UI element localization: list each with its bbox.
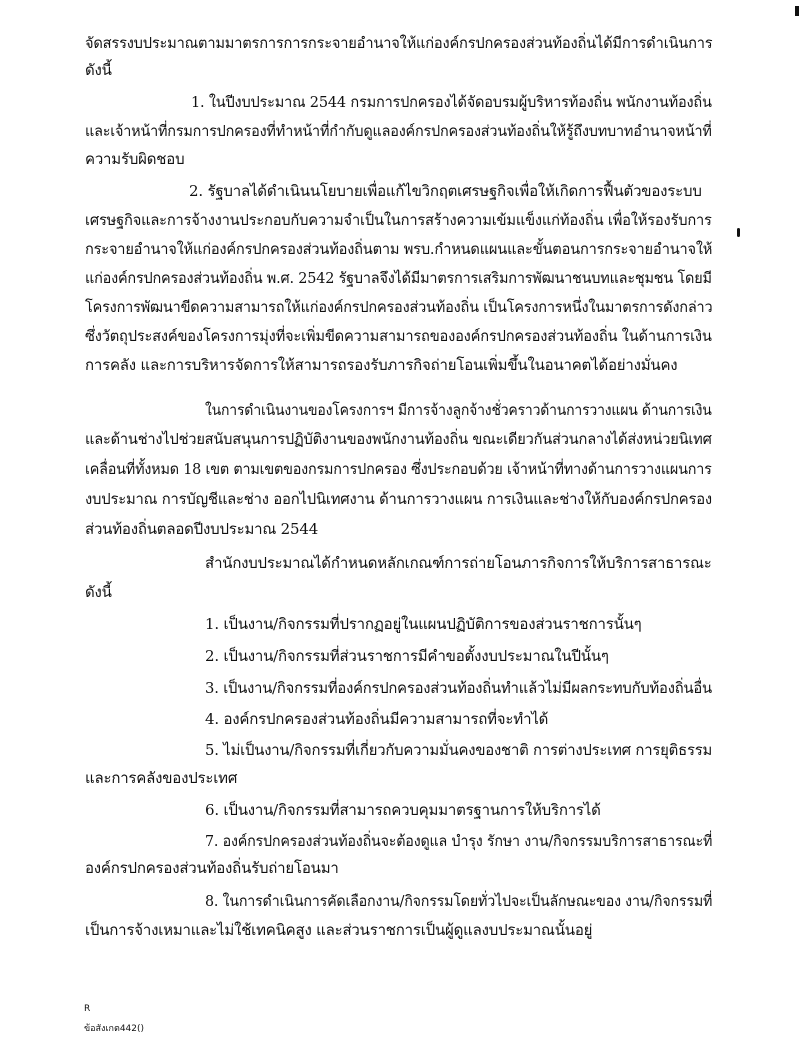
scan-mark: [795, 6, 799, 16]
text-line: เคลื่อนที่ทั้งหมด 18 เขต ตามเขตของกรมการปกครอง ซึ่งประกอบด้วย เจ้าหน้าที่ทางด้านการวางแผนการ: [85, 460, 712, 478]
list-item: องค์กรปกครองส่วนท้องถิ่นรับถ่ายโอนมา: [85, 859, 339, 877]
text-line: สำนักงบประมาณได้กำหนดหลักเกณฑ์การถ่ายโอนภารกิจการให้บริการสาธารณะ: [205, 554, 712, 572]
text-line: ดังนี้: [85, 583, 112, 601]
text-line: ดังนี้: [85, 61, 112, 79]
text-line: 2. รัฐบาลได้ดำเนินนโยบายเพื่อแก้ไขวิกฤตเศรษฐกิจเพื่อให้เกิดการฟื้นตัวของระบบ: [189, 182, 702, 200]
list-item: 4. องค์กรปกครองส่วนท้องถิ่นมีความสามารถที่จะทำได้: [205, 710, 549, 728]
text-line: แก่องค์กรปกครองส่วนท้องถิ่น พ.ศ. 2542 รัฐบาลจึงได้มีมาตรการเสริมการพัฒนาชนบทและชุมชน โดยมี: [85, 269, 712, 287]
text-line: ซึ่งวัตถุประสงค์ของโครงการมุ่งที่จะเพิ่มขีดความสามารถขององค์กรปกครองส่วนท้องถิ่น ในด้านการเงิน: [85, 327, 712, 345]
text-line: เศรษฐกิจและการจ้างงานประกอบกับความจำเป็นในการสร้างความเข้มแข็งแก่ท้องถิ่น เพื่อให้รองรับการ: [85, 211, 712, 229]
list-item: 2. เป็นงาน/กิจกรรมที่ส่วนราชการมีคำขอตั้งงบประมาณในปีนั้นๆ: [205, 647, 609, 665]
list-item: 8. ในการดำเนินการคัดเลือกงาน/กิจกรรมโดยทั่วไปจะเป็นลักษณะของ งาน/กิจกรรมที่: [205, 892, 713, 910]
list-item: 6. เป็นงาน/กิจกรรมที่สามารถควบคุมมาตรฐานการให้บริการได้: [205, 801, 601, 819]
text-line: โครงการพัฒนาขีดความสามารถให้แก่องค์กรปกครองส่วนท้องถิ่น เป็นโครงการหนึ่งในมาตรการดังกล่าว: [85, 298, 713, 316]
list-item: 1. เป็นงาน/กิจกรรมที่ปรากฏอยู่ในแผนปฏิบัติการของส่วนราชการนั้นๆ: [205, 615, 642, 633]
text-line: และด้านช่างไปช่วยสนับสนุนการปฏิบัติงานของพนักงานท้องถิ่น ขณะเดียวกันส่วนกลางได้ส่งหน่วยนิเทศ: [85, 430, 712, 448]
list-item: เป็นการจ้างเหมาและไม่ใช้เทคนิคสูง และส่วนราชการเป็นผู้ดูแลงบประมาณนั้นอยู่: [85, 921, 593, 939]
list-item: และการคลังของประเทศ: [85, 769, 238, 787]
list-item: 5. ไม่เป็นงาน/กิจกรรมที่เกี่ยวกับความมั่นคงของชาติ การต่างประเทศ การยุติธรรม: [205, 741, 713, 759]
list-item: 7. องค์กรปกครองส่วนท้องถิ่นจะต้องดูแล บำรุง รักษา งาน/กิจกรรมบริการสาธารณะที่: [205, 832, 713, 850]
text-line: กระจายอำนาจให้แก่องค์กรปกครองส่วนท้องถิ่นตาม พรบ.กำหนดแผนและขั้นตอนการกระจายอำนาจให้: [85, 240, 713, 258]
text-line: ความรับผิดชอบ: [85, 150, 185, 168]
scan-mark: [737, 228, 740, 237]
list-item: 3. เป็นงาน/กิจกรรมที่องค์กรปกครองส่วนท้องถิ่นทำแล้วไม่มีผลกระทบกับท้องถิ่นอื่น: [205, 679, 712, 697]
text-line: การคลัง และการบริหารจัดการให้สามารถรองรับภารกิจถ่ายโอนเพิ่มขึ้นในอนาคตได้อย่างมั่นคง: [85, 356, 678, 374]
text-line: จัดสรรงบประมาณตามมาตรการการกระจายอำนาจให้แก่องค์กรปกครองส่วนท้องถิ่นได้มีการดำเนินการ: [85, 34, 713, 52]
text-line: 1. ในปีงบประมาณ 2544 กรมการปกครองได้จัดอบรมผู้บริหารท้องถิ่น พนักงานท้องถิ่น: [191, 93, 712, 111]
text-line: ในการดำเนินงานของโครงการฯ มีการจ้างลูกจ้างชั่วคราวด้านการวางแผน ด้านการเงิน: [205, 401, 712, 419]
text-line: งบประมาณ การบัญชีและช่าง ออกไปนิเทศงาน ด้านการวางแผน การเงินและช่างให้กับองค์กรปกครอง: [85, 490, 712, 508]
text-line: และเจ้าหน้าที่กรมการปกครองที่ทำหน้าที่กำกับดูแลองค์กรปกครองส่วนท้องถิ่นให้รู้ถึงบทบาทอำนาจหน้าที่: [85, 122, 712, 140]
footer-file-ref: ข้อสังเกต442(): [84, 1024, 145, 1034]
text-line: ส่วนท้องถิ่นตลอดปีงบประมาณ 2544: [85, 520, 319, 538]
footer-letter: R: [84, 1004, 91, 1014]
